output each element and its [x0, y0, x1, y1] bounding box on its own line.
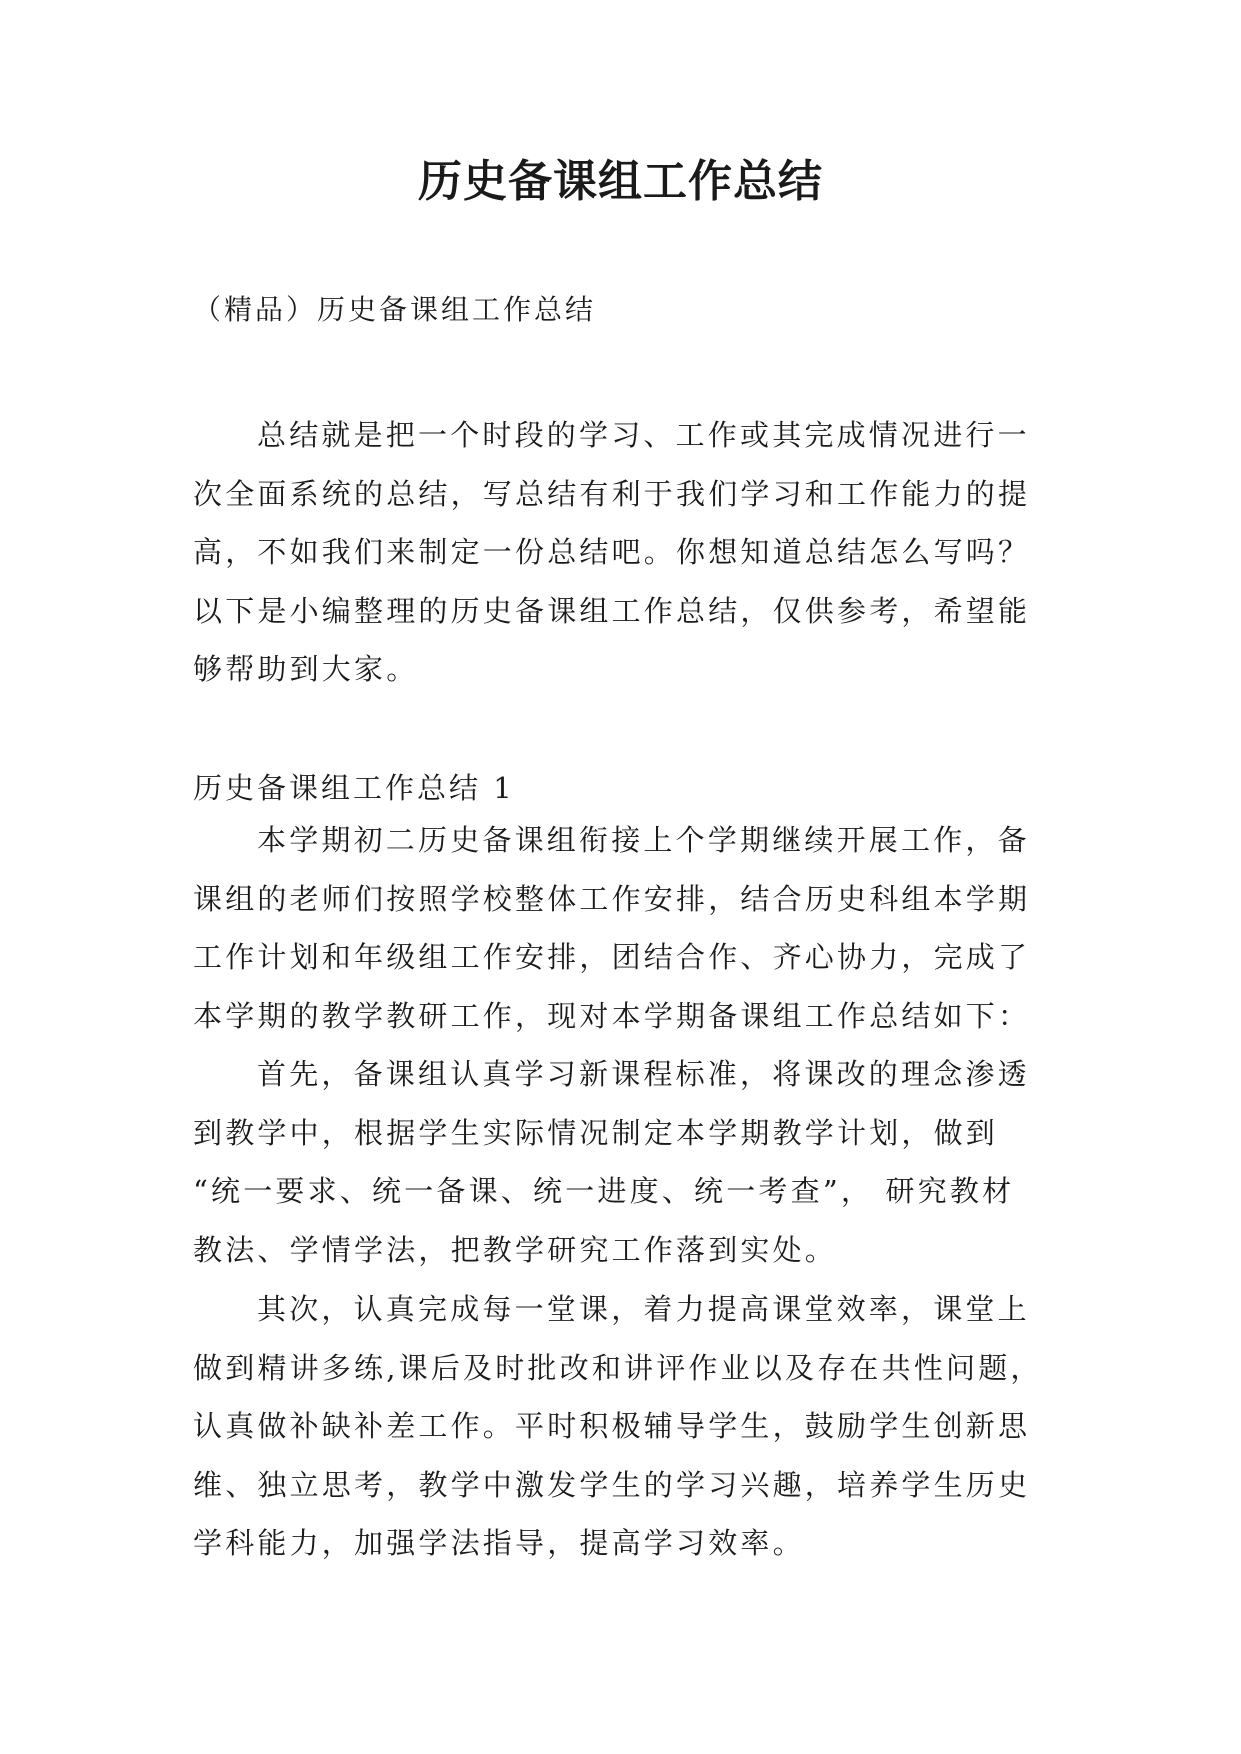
paragraph-line: 本学期初二历史备课组衔接上个学期继续开展工作，备: [257, 823, 1030, 857]
paragraph-line: 到教学中，根据学生实际情况制定本学期教学计划，做到: [193, 1115, 999, 1150]
intro-line: 总结就是把一个时段的学习、工作或其完成情况进行一: [257, 418, 1030, 452]
intro-line: 够帮助到大家。: [193, 652, 419, 686]
paragraph-line: 学科能力，加强学法指导，提高学习效率。: [193, 1526, 805, 1560]
paragraph-line: 课组的老师们按照学校整体工作安排，结合历史科组本学期: [193, 881, 1031, 916]
intro-line: 以下是小编整理的历史备课组工作总结，仅供参考，希望能: [193, 593, 1031, 628]
paragraph-2: [193, 1045, 1053, 1279]
paragraph-1: [193, 811, 1053, 1045]
intro-line: 高，不如我们来制定一份总结吧。你想知道总结怎么写吗？: [193, 535, 1031, 569]
paragraph-line: 维、独立思考，教学中激发学生的学习兴趣，培养学生历史: [193, 1467, 1031, 1502]
paragraph-line: 工作计划和年级组工作安排，团结合作、齐心协力，完成了: [193, 940, 1031, 974]
document-subtitle: （精品）历史备课组工作总结: [193, 293, 597, 326]
document-title: 历史备课组工作总结: [418, 156, 823, 207]
section-heading: 历史备课组工作总结 1: [193, 771, 515, 805]
paragraph-line: 首先，备课组认真学习新课程标准，将课改的理念渗透: [257, 1057, 1030, 1091]
paragraph-line: 其次，认真完成每一堂课，着力提高课堂效率，课堂上: [257, 1292, 1030, 1326]
paragraph-line: 认真做补缺补差工作。平时积极辅导学生，鼓励学生创新思: [193, 1409, 1031, 1443]
paragraph-3: [193, 1280, 1053, 1573]
intro-line: 次全面系统的总结，写总结有利于我们学习和工作能力的提: [193, 476, 1031, 511]
paragraph-line: 做到精讲多练,课后及时批改和讲评作业以及存在共性问题，: [193, 1350, 1043, 1385]
paragraph-line: 本学期的教学教研工作，现对本学期备课组工作总结如下：: [193, 998, 1031, 1033]
paragraph-line: “统一要求、统一备课、统一进度、统一考查”， 研究教材: [193, 1174, 1015, 1208]
paragraph-line: 教法、学情学法，把教学研究工作落到实处。: [193, 1232, 838, 1267]
intro-paragraph: [193, 406, 1053, 699]
